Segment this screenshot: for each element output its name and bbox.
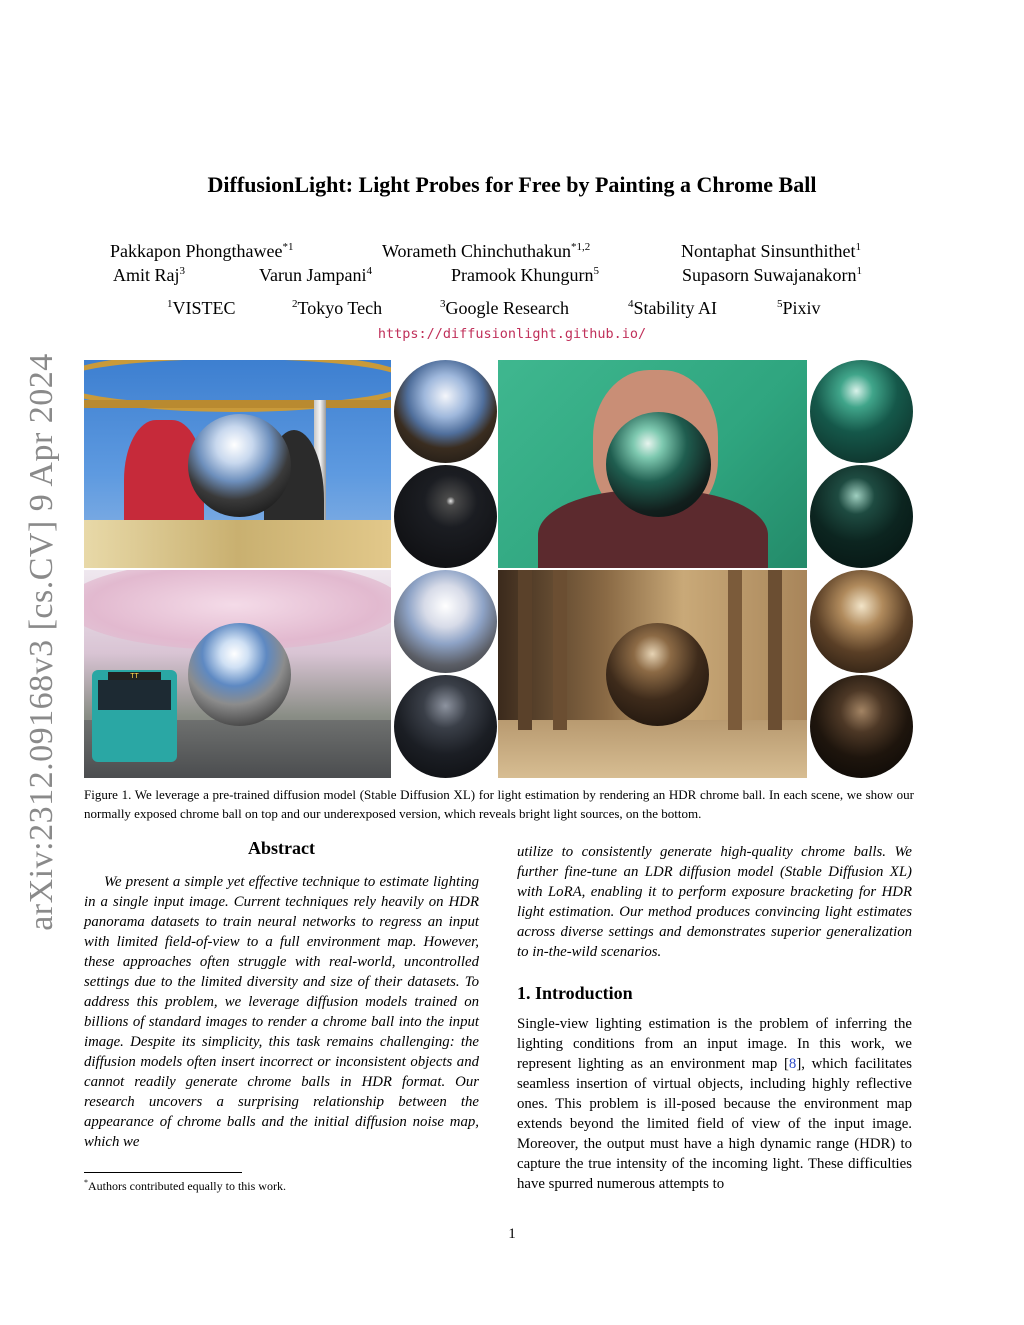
introduction-heading: 1. Introduction [517,983,633,1003]
chrome-ball-normal [394,360,497,463]
author-name: Varun Jampani [259,265,367,285]
author-4 [113,265,185,286]
chrome-ball-underexposed [810,465,913,568]
author-name: Worameth Chinchuthakun [382,241,572,261]
author-sup: 4 [366,265,372,277]
affiliation-sup: 5 [777,298,783,310]
abstract-paragraph: We present a simple yet effective technique to estimate lighting in a single input image. Current techniques rely heavily on HDR panorama datasets to train neural networks to regress an input with limited field-of-view to a full environment map. However, these approaches often struggle with real-world, uncontrolled settings due to the limited diversity and size of their datasets. To address this problem, we leverage diffusion models trained on billions of standard images to render a chrome ball into the input image. Despite its simplicity, this task remains challenging: the diffusion models often insert incorrect or inconsistent objects and cannot readily generate chrome balls in HDR format. Our research uncovers a surprising relationship between the appearance of chrome balls and the initial diffusion noise map, which we [84,874,479,1150]
abstract-heading: Abstract [248,838,315,858]
author-5 [259,265,372,286]
footnote-mark: * [84,1178,88,1187]
footnote-rule [84,1172,242,1173]
affiliation-1 [167,298,236,319]
author-2 [382,241,590,262]
affiliation-sup: 4 [628,298,634,310]
chrome-ball-normal [394,570,497,673]
chrome-ball-underexposed [394,465,497,568]
author-name: Supasorn Suwajanakorn [682,265,857,285]
inserted-chrome-ball [606,623,709,726]
author-sup: *1,2 [571,241,591,253]
arxiv-stamp-text: arXiv:2312.09168v3 [cs.CV] 9 Apr 2024 [23,353,60,931]
affiliation-sup: 3 [440,298,446,310]
paper-title: DiffusionLight: Light Probes for Free by Painting a Chrome Ball [207,172,817,197]
chrome-ball-underexposed [810,675,913,778]
author-sup: 5 [593,265,599,277]
affiliation-5 [777,298,821,319]
chrome-ball-normal [810,360,913,463]
affiliation-name: Stability AI [633,298,718,318]
author-sup: 1 [856,265,862,277]
footnote [84,1179,286,1194]
abstract-body [84,872,479,1152]
affiliation-3 [440,298,569,319]
figure-caption: Figure 1. We leverage a pre-trained diffusion model (Stable Diffusion XL) for light estimation by rendering an HDR chrome ball. In each scene, we show our normally exposed chrome ball on top and our underexposed version, which reveals bright light sources, on the bottom. [84,787,914,821]
author-name: Amit Raj [113,265,180,285]
author-name: Pakkapon Phongthawee [110,241,283,261]
inserted-chrome-ball [606,412,711,517]
bus-sign: TT [108,672,161,680]
author-sup: 3 [179,265,185,277]
author-sup: 1 [855,241,861,253]
author-6 [451,265,599,286]
footnote-text: Authors contributed equally to this work. [88,1179,286,1193]
chrome-ball-underexposed [394,675,497,778]
author-7 [682,265,862,286]
page-number: 1 [508,1226,516,1242]
chrome-ball-normal [810,570,913,673]
project-url[interactable]: https://diffusionlight.github.io/ [377,326,647,342]
affiliation-sup: 2 [292,298,298,310]
intro-text-1: Single-view lighting estimation is the problem of inferring the lighting conditions from an input image. In this work, we represent lighting as an environment map [ [517,1016,912,1072]
inserted-chrome-ball [188,414,291,517]
affiliation-sup: 1 [167,298,173,310]
introduction-body [517,1014,912,1194]
affiliation-name: Google Research [445,298,569,318]
intro-text-2: ], which facilitates seamless insertion of virtual objects, including highly reflective ones. This problem is ill-posed because the environment map extends beyond the limited field of view of the input image. Moreover, the output must have a high dynamic range (HDR) to capture the true intensity of the incoming light. These difficulties have spurred numerous attempts to [517,1056,912,1192]
affiliation-name: VISTEC [172,298,236,318]
inserted-chrome-ball [188,623,291,726]
introduction-paragraph [517,1014,912,1194]
author-name: Nontaphat Sinsunthithet [681,241,856,261]
abstract-paragraph-continued: utilize to consistently generate high-quality chrome balls. We further fine-tune an LDR diffusion model (Stable Diffusion XL) with LoRA, enabling it to perform exposure bracketing for HDR light estimation. Our method produces convincing light estimates across diverse settings and demonstrates superior generalization to in-the-wild scenarios. [517,844,912,960]
citation-link[interactable]: 8 [788,1056,797,1072]
abstract-continued [517,842,912,962]
affiliation-4 [628,298,717,319]
author-1 [110,241,293,262]
affiliation-name: Pixiv [782,298,821,318]
author-3 [681,241,861,262]
author-name: Pramook Khungurn [451,265,594,285]
author-sup: *1 [282,241,294,253]
affiliation-2 [292,298,382,319]
figure-1 [84,360,913,778]
affiliation-name: Tokyo Tech [297,298,383,318]
